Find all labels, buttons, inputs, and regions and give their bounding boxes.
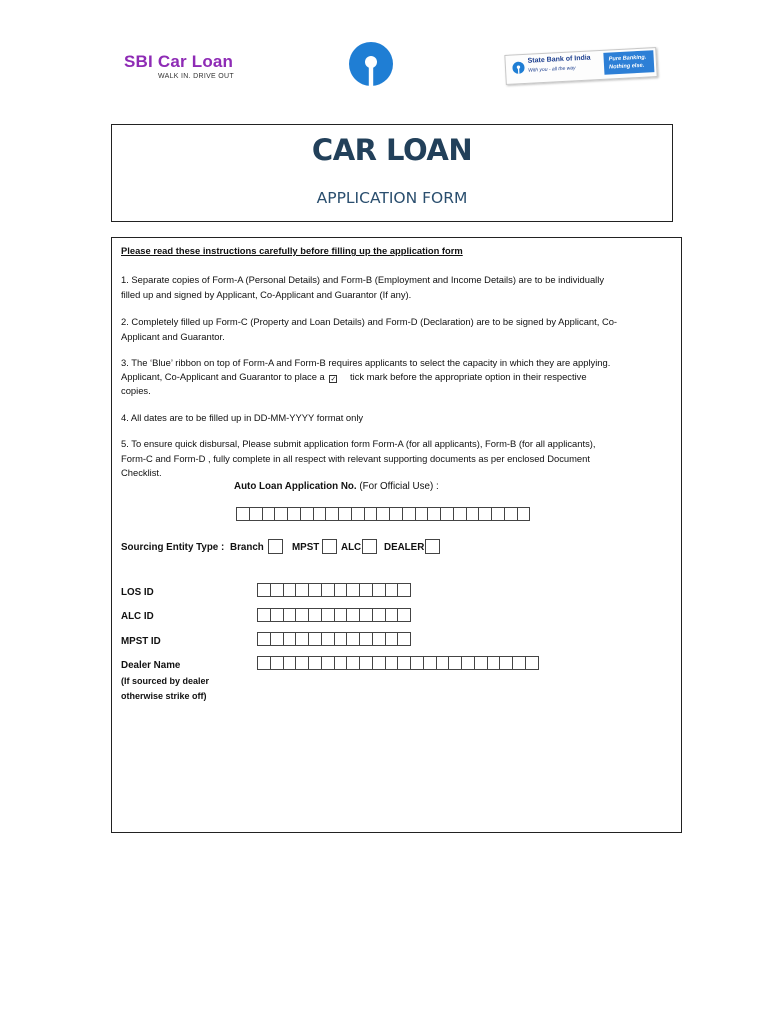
los-id-label: LOS ID <box>121 587 154 598</box>
sourcing-branch-checkbox[interactable] <box>268 539 283 554</box>
instruction-3-line-2-a: Applicant, Co-Applicant and Guarantor to place a <box>121 371 325 382</box>
char-cell[interactable] <box>270 632 284 646</box>
char-cell[interactable] <box>257 608 271 622</box>
char-cell[interactable] <box>274 507 288 521</box>
application-number-label <box>234 481 439 492</box>
char-cell[interactable] <box>257 583 271 597</box>
sbi-mini-emblem-icon <box>512 61 526 75</box>
char-cell[interactable] <box>517 507 531 521</box>
char-cell[interactable] <box>397 608 411 622</box>
char-cell[interactable] <box>359 656 373 670</box>
instruction-5-line-1: 5. To ensure quick disbursal, Please submit application form Form-A (for all applicants), Form-B (for all applicants), <box>121 438 596 449</box>
page-subtitle: APPLICATION FORM <box>316 189 468 207</box>
sbi-car-loan-logo <box>124 52 234 80</box>
char-cell[interactable] <box>334 632 348 646</box>
application-number-label-main: Auto Loan Application No. <box>234 481 357 492</box>
state-bank-of-india-banner <box>505 45 660 85</box>
char-cell[interactable] <box>257 656 271 670</box>
char-cell[interactable] <box>525 656 539 670</box>
bank-slogan-line-2: Nothing else. <box>608 62 645 71</box>
char-cell[interactable] <box>351 507 365 521</box>
los-id-input[interactable] <box>257 583 410 597</box>
char-cell[interactable] <box>283 608 297 622</box>
instruction-3-line-3: copies. <box>121 385 151 396</box>
char-cell[interactable] <box>283 656 297 670</box>
instruction-3-line-2 <box>121 370 587 384</box>
char-cell[interactable] <box>499 656 513 670</box>
char-cell[interactable] <box>249 507 263 521</box>
dealer-name-label: Dealer Name <box>121 660 181 671</box>
instruction-5-line-3: Checklist. <box>121 467 162 478</box>
brand-tagline: WALK IN. DRIVE OUT <box>158 73 234 80</box>
char-cell[interactable] <box>397 656 411 670</box>
char-cell[interactable] <box>283 632 297 646</box>
char-cell[interactable] <box>372 656 386 670</box>
application-number-input[interactable] <box>236 507 529 521</box>
sourcing-option-branch-label: Branch <box>230 542 264 553</box>
char-cell[interactable] <box>257 632 271 646</box>
char-cell[interactable] <box>385 608 399 622</box>
instruction-3-line-1: 3. The ‘Blue’ ribbon on top of Form-A and Form-B requires applicants to select the capacity in which they are applying. <box>121 357 611 368</box>
char-cell[interactable] <box>321 632 335 646</box>
char-cell[interactable] <box>436 656 450 670</box>
char-cell[interactable] <box>338 507 352 521</box>
char-cell[interactable] <box>308 656 322 670</box>
char-cell[interactable] <box>415 507 429 521</box>
alc-id-label: ALC ID <box>121 611 154 622</box>
char-cell[interactable] <box>334 583 348 597</box>
mpst-id-label: MPST ID <box>121 636 161 647</box>
instruction-1-line-2: filled up and signed by Applicant, Co-Applicant and Guarantor (If any). <box>121 289 412 300</box>
title-box <box>111 124 673 222</box>
char-cell[interactable] <box>478 507 492 521</box>
dealer-note-line-1: (If sourced by dealer <box>121 676 210 686</box>
char-cell[interactable] <box>346 656 360 670</box>
char-cell[interactable] <box>325 507 339 521</box>
char-cell[interactable] <box>346 608 360 622</box>
instruction-4: 4. All dates are to be filled up in DD-MM-YYYY format only <box>121 412 364 423</box>
mpst-id-input[interactable] <box>257 632 410 646</box>
char-cell[interactable] <box>313 507 327 521</box>
char-cell[interactable] <box>300 507 314 521</box>
sourcing-option-mpst-label: MPST <box>292 542 320 553</box>
dealer-name-input[interactable] <box>257 656 538 670</box>
char-cell[interactable] <box>308 632 322 646</box>
char-cell[interactable] <box>461 656 475 670</box>
char-cell[interactable] <box>262 507 276 521</box>
char-cell[interactable] <box>474 656 488 670</box>
char-cell[interactable] <box>423 656 437 670</box>
char-cell[interactable] <box>308 608 322 622</box>
char-cell[interactable] <box>359 608 373 622</box>
char-cell[interactable] <box>487 656 501 670</box>
char-cell[interactable] <box>385 632 399 646</box>
char-cell[interactable] <box>402 507 416 521</box>
instructions-heading: Please read these instructions carefully before filling up the application form <box>121 245 463 256</box>
bank-name: State Bank of India <box>527 54 591 65</box>
char-cell[interactable] <box>334 656 348 670</box>
char-cell[interactable] <box>359 632 373 646</box>
char-cell[interactable] <box>372 583 386 597</box>
char-cell[interactable] <box>448 656 462 670</box>
char-cell[interactable] <box>410 656 424 670</box>
char-cell[interactable] <box>512 656 526 670</box>
char-cell[interactable] <box>372 608 386 622</box>
char-cell[interactable] <box>346 583 360 597</box>
char-cell[interactable] <box>440 507 454 521</box>
instruction-2-line-1: 2. Completely filled up Form-C (Property and Loan Details) and Form-D (Declaration) are to be signed by Applicant, Co- <box>121 316 618 327</box>
instructions-form-box <box>111 237 682 833</box>
char-cell[interactable] <box>359 583 373 597</box>
char-cell[interactable] <box>385 656 399 670</box>
char-cell[interactable] <box>308 583 322 597</box>
instruction-1-line-1: 1. Separate copies of Form-A (Personal Details) and Form-B (Employment and Income Details) are to be individually <box>121 274 605 285</box>
char-cell[interactable] <box>270 583 284 597</box>
char-cell[interactable] <box>295 608 309 622</box>
bank-slogan <box>603 50 654 75</box>
bank-slogan-line-1: Pure Banking. <box>608 54 647 63</box>
char-cell[interactable] <box>295 583 309 597</box>
char-cell[interactable] <box>270 656 284 670</box>
sbi-emblem-icon <box>347 40 395 88</box>
sourcing-entity-label: Sourcing Entity Type : <box>121 542 225 553</box>
char-cell[interactable] <box>397 632 411 646</box>
brand-name: SBI Car Loan <box>124 52 234 71</box>
tick-box-icon: ✓ <box>330 376 337 383</box>
char-cell[interactable] <box>491 507 505 521</box>
char-cell[interactable] <box>295 656 309 670</box>
sourcing-dealer-checkbox[interactable] <box>425 539 440 554</box>
instruction-3-line-2-b: tick mark before the appropriate option in their respective <box>350 371 587 382</box>
char-cell[interactable] <box>295 632 309 646</box>
char-cell[interactable] <box>321 608 335 622</box>
char-cell[interactable] <box>376 507 390 521</box>
char-cell[interactable] <box>346 632 360 646</box>
char-cell[interactable] <box>236 507 250 521</box>
char-cell[interactable] <box>427 507 441 521</box>
char-cell[interactable] <box>287 507 301 521</box>
instruction-2-line-2: Applicant and Guarantor. <box>121 331 225 342</box>
instruction-5-line-2: Form-C and Form-D , fully complete in all respect with relevant supporting documents as per enclosed Document <box>121 453 590 464</box>
char-cell[interactable] <box>321 583 335 597</box>
sourcing-option-alc-label: ALC <box>341 542 362 553</box>
char-cell[interactable] <box>453 507 467 521</box>
char-cell[interactable] <box>364 507 378 521</box>
char-cell[interactable] <box>372 632 386 646</box>
sourcing-alc-checkbox[interactable] <box>362 539 377 554</box>
char-cell[interactable] <box>504 507 518 521</box>
char-cell[interactable] <box>466 507 480 521</box>
sourcing-option-dealer-label: DEALER <box>384 542 425 553</box>
sourcing-mpst-checkbox[interactable] <box>322 539 337 554</box>
char-cell[interactable] <box>397 583 411 597</box>
char-cell[interactable] <box>321 656 335 670</box>
char-cell[interactable] <box>283 583 297 597</box>
dealer-note-line-2: otherwise strike off) <box>121 691 207 701</box>
char-cell[interactable] <box>389 507 403 521</box>
bank-tagline: With you - all the way <box>528 65 576 74</box>
page-title: CAR LOAN <box>311 133 473 167</box>
alc-id-input[interactable] <box>257 608 410 622</box>
char-cell[interactable] <box>385 583 399 597</box>
application-number-note: (For Official Use) : <box>359 481 439 492</box>
char-cell[interactable] <box>334 608 348 622</box>
char-cell[interactable] <box>270 608 284 622</box>
